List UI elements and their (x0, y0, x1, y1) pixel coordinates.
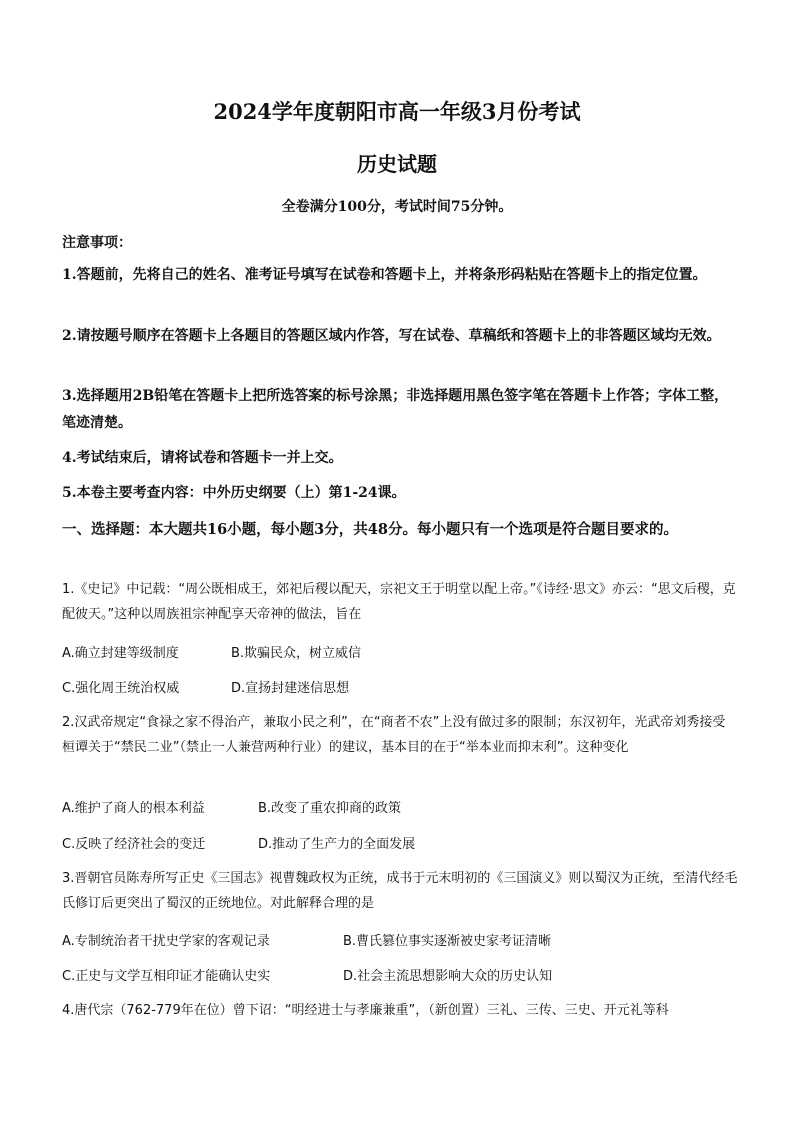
question-2-option-a[interactable]: A.维护了商人的根本利益 (62, 801, 205, 816)
notes-heading: 注意事项： (62, 235, 132, 251)
note-item: 2.请按题号顺序在答题卡上各题目的答题区域内作答，写在试卷、草稿纸和答题卡上的非答题区域均无效。 (62, 328, 721, 344)
note-item: 5.本卷主要考查内容：中外历史纲要（上）第1-24课。 (62, 485, 406, 501)
question-3-option-a[interactable]: A.专制统治者干扰史学家的客观记录 (62, 934, 270, 949)
question-1-option-b[interactable]: B.欺骗民众，树立威信 (231, 646, 362, 661)
exam-meta: 全卷满分100分，考试时间75分钟。 (281, 199, 513, 215)
question-3-option-c[interactable]: C.正史与文学互相印证才能确认史实 (62, 969, 271, 984)
note-item: 4.考试结束后，请将试卷和答题卡一并上交。 (62, 450, 343, 466)
question-3-stem: 3.晋朝官员陈寿所写正史《三国志》视曹魏政权为正统，成书于元末明初的《三国演义》则以蜀汉为正统，至清代经毛氏修订后更突出了蜀汉的正统地位。对此解释合理的是 (62, 871, 738, 911)
note-item: 3.选择题用2B铅笔在答题卡上把所选答案的标号涂黑；非选择题用黑色签字笔在答题卡上作答；字体工整，笔迹清楚。 (62, 388, 729, 431)
question-4-stem: 4.唐代宗（762-779年在位）曾下诏：“明经进士与孝廉兼重”，（新创置）三礼、三传、三史、开元礼等科 (62, 1003, 669, 1018)
question-1-stem: 1.《史记》中记载：“周公既相成王，郊祀后稷以配天，宗祀文王于明堂以配上帝。”《诗经·思文》亦云：“思文后稷，克配彼天。”这种以周族祖宗神配享天帝神的做法，旨在 (62, 582, 736, 622)
question-1-option-a[interactable]: A.确立封建等级制度 (62, 646, 179, 661)
question-3-option-d[interactable]: D.社会主流思想影响大众的历史认知 (343, 969, 553, 984)
exam-subject: 历史试题 (357, 152, 437, 176)
question-1-option-c[interactable]: C.强化周王统治权威 (62, 681, 180, 696)
question-2-option-d[interactable]: D.推动了生产力的全面发展 (258, 837, 416, 852)
section-heading: 一、选择题：本大题共16小题，每小题3分，共48分。每小题只有一个选项是符合题目要求的。 (62, 521, 678, 538)
note-item: 1.答题前，先将自己的姓名、准考证号填写在试卷和答题卡上，并将条形码粘贴在答题卡上的指定位置。 (62, 267, 707, 283)
question-2-stem: 2.汉武帝规定“食禄之家不得治产，兼取小民之利”，在“商者不农”上没有做过多的限制；东汉初年，光武帝刘秀接受桓谭关于“禁民二业”（禁止一人兼营两种行业）的建议，基本目的在于“举本业而抑末利”。这种变化 (62, 715, 726, 755)
question-3-option-b[interactable]: B.曹氏篡位事实逐渐被史家考证清晰 (343, 934, 552, 949)
question-1-option-d[interactable]: D.宣扬封建迷信思想 (231, 681, 350, 696)
question-2-option-c[interactable]: C.反映了经济社会的变迁 (62, 837, 206, 852)
question-2-option-b[interactable]: B.改变了重农抑商的政策 (258, 801, 402, 816)
exam-title: 2024学年度朝阳市高一年级3月份考试 (213, 99, 581, 124)
